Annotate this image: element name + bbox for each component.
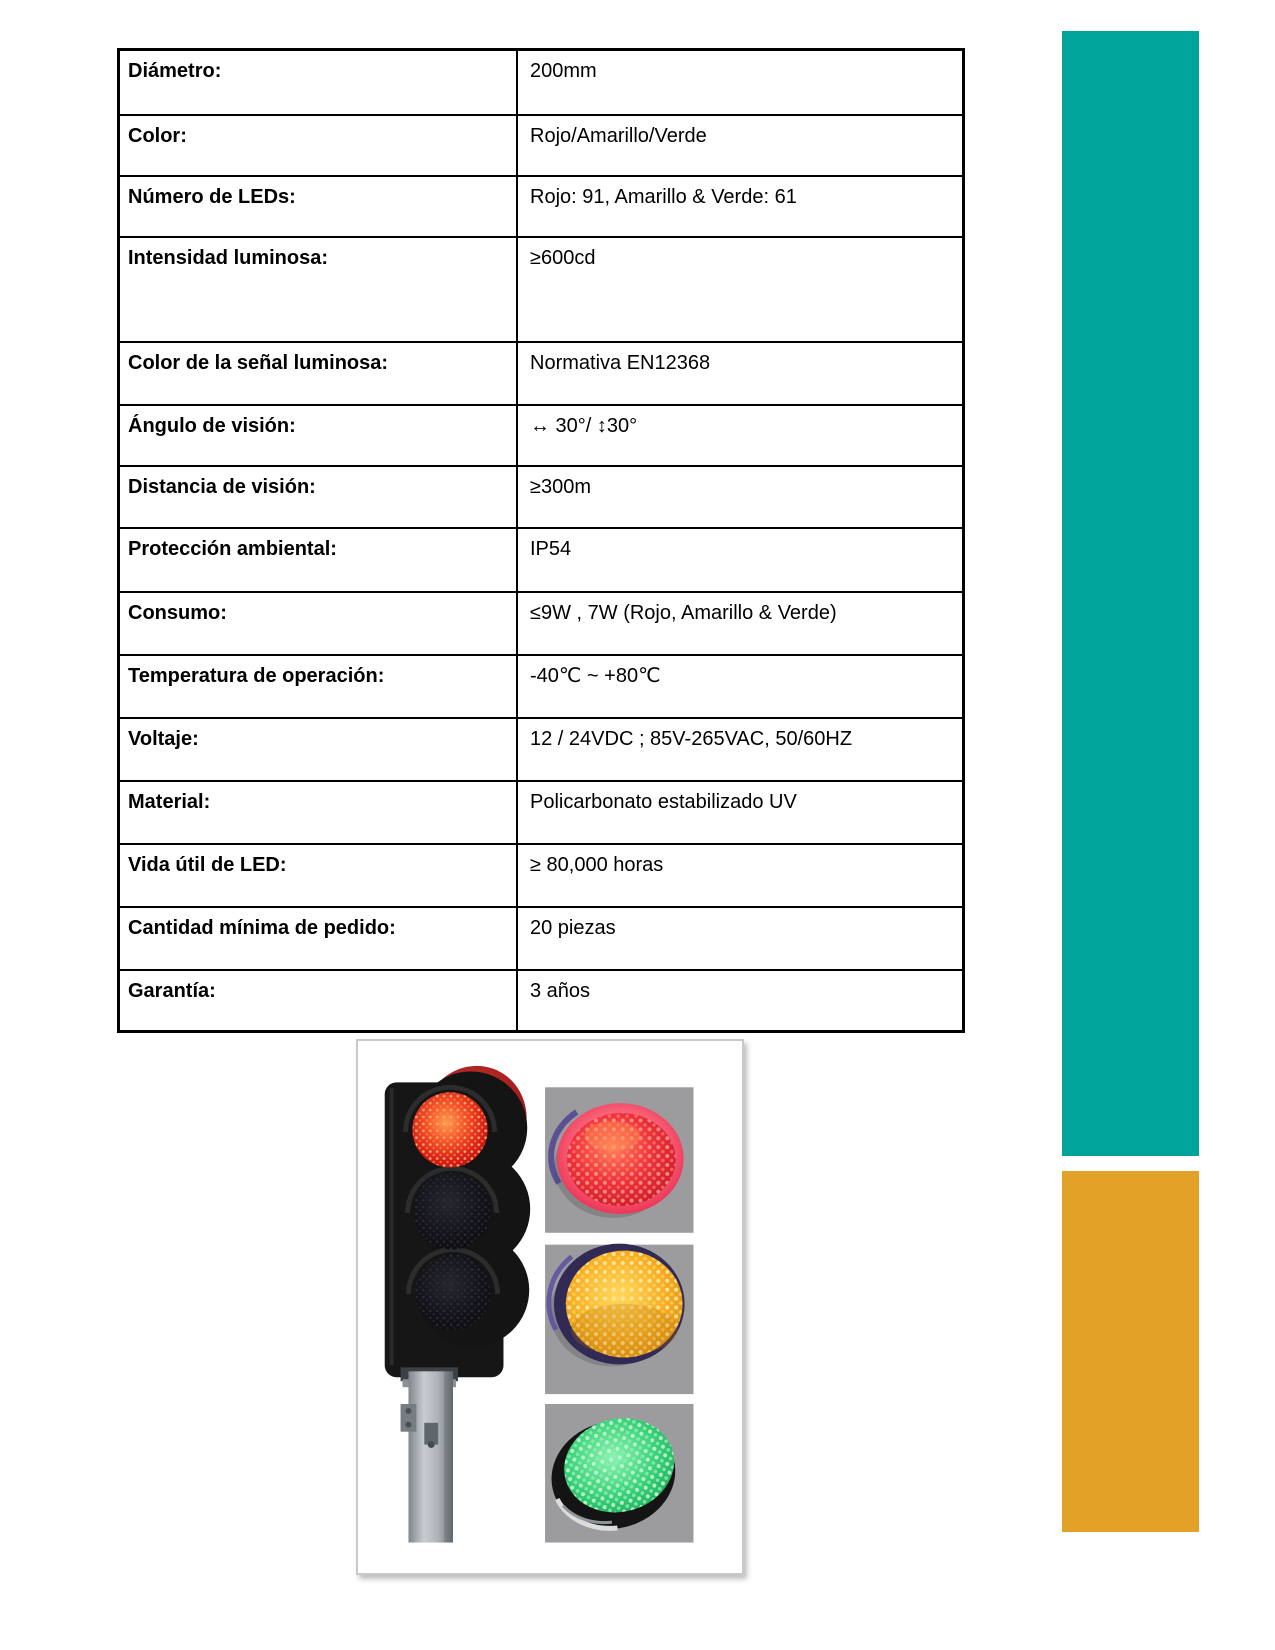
- spec-value: 3 años: [530, 980, 591, 1002]
- spec-label: Vida útil de LED:: [120, 845, 518, 906]
- spec-row: [120, 591, 962, 654]
- red-lens-lit: [412, 1092, 487, 1167]
- spec-row: [120, 780, 962, 843]
- spec-row: [120, 843, 962, 906]
- spec-row: [120, 527, 962, 591]
- yellow-lens-off: [413, 1172, 490, 1249]
- spec-row: [120, 51, 962, 114]
- traffic-light: [385, 1071, 530, 1377]
- spec-row: [120, 906, 962, 969]
- spec-label: Color de la señal luminosa:: [120, 343, 518, 404]
- spec-value: 12 / 24VDC ; 85V-265VAC, 50/60HZ: [530, 728, 853, 750]
- spec-label: Diámetro:: [120, 51, 518, 114]
- product-photo-frame: [356, 1039, 744, 1575]
- spec-label: Cantidad mínima de pedido:: [120, 908, 518, 969]
- spec-label: Garantía:: [120, 971, 518, 1030]
- spec-row: [120, 717, 962, 780]
- spec-value: ≥600cd: [530, 247, 596, 269]
- spec-label: Consumo:: [120, 593, 518, 654]
- spec-value: Policarbonato estabilizado UV: [530, 791, 797, 813]
- spec-label: Ángulo de visión:: [120, 406, 518, 465]
- spec-label: Número de LEDs:: [120, 177, 518, 236]
- teal-accent-bar: [1062, 31, 1199, 1156]
- product-photo: [358, 1041, 742, 1573]
- spec-label: Intensidad luminosa:: [120, 238, 518, 341]
- spec-value: Rojo/Amarillo/Verde: [530, 125, 707, 147]
- spec-value: Rojo: 91, Amarillo & Verde: 61: [530, 186, 797, 208]
- spec-value: ≤9W , 7W (Rojo, Amarillo & Verde): [530, 602, 837, 624]
- spec-label: Color:: [120, 116, 518, 175]
- spec-value: ≥300m: [530, 476, 592, 498]
- spec-value: IP54: [530, 538, 572, 560]
- yellow-led-module-image: [545, 1244, 693, 1394]
- spec-row: [120, 404, 962, 465]
- red-led-module-image: [545, 1087, 693, 1232]
- spec-value: ≥ 80,000 horas: [530, 854, 664, 876]
- spec-row: [120, 465, 962, 527]
- spec-value: 200mm: [530, 60, 597, 82]
- spec-row: [120, 236, 962, 341]
- mounting-pole: [401, 1367, 458, 1542]
- spec-table: [117, 48, 965, 1033]
- spec-row: [120, 654, 962, 717]
- green-lens-off: [415, 1255, 490, 1330]
- spec-row: [120, 341, 962, 404]
- spec-label: Voltaje:: [120, 719, 518, 780]
- spec-row: [120, 114, 962, 175]
- spec-value: ↔ 30°/ ↕30°: [530, 415, 638, 437]
- spec-label: Protección ambiental:: [120, 529, 518, 591]
- spec-row: [120, 175, 962, 236]
- spec-label: Distancia de visión:: [120, 467, 518, 527]
- green-led-module-image: [540, 1404, 694, 1543]
- orange-accent-bar: [1062, 1171, 1199, 1532]
- spec-row: [120, 969, 962, 1030]
- spec-value: -40℃ ~ +80℃: [530, 665, 661, 687]
- spec-label: Temperatura de operación:: [120, 656, 518, 717]
- spec-label: Material:: [120, 782, 518, 843]
- spec-value: 20 piezas: [530, 917, 616, 939]
- spec-value: Normativa EN12368: [530, 352, 711, 374]
